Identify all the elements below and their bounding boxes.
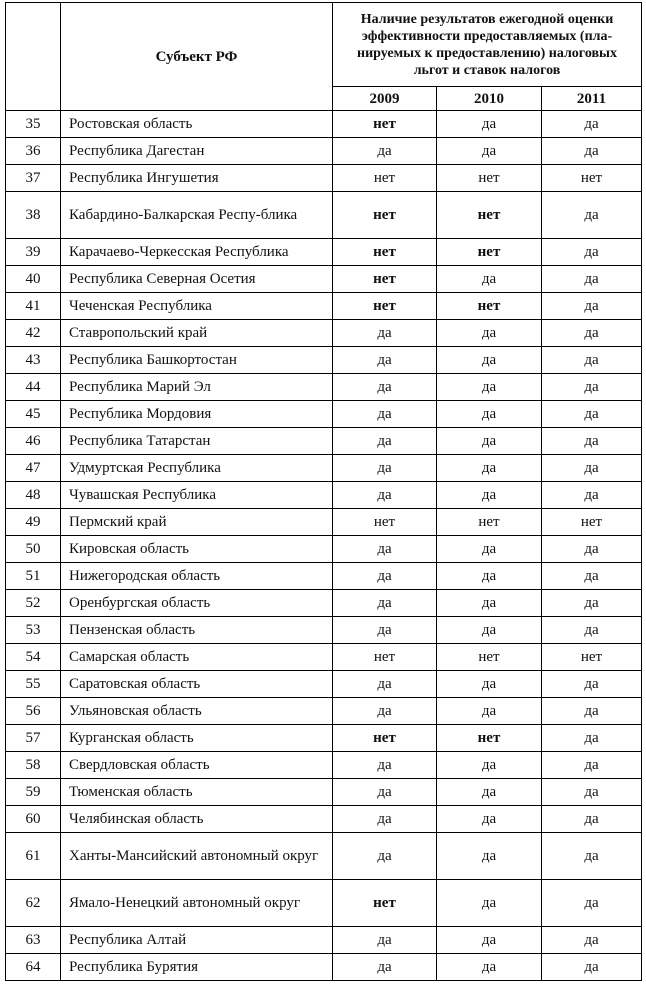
subject-name: Республика Ингушетия — [61, 165, 333, 192]
row-number: 58 — [6, 752, 61, 779]
subject-name: Республика Мордовия — [61, 401, 333, 428]
row-number: 42 — [6, 320, 61, 347]
subject-name: Чувашская Республика — [61, 482, 333, 509]
value-2011: да — [542, 455, 642, 482]
value-2009: да — [333, 455, 437, 482]
value-2010: да — [437, 455, 542, 482]
subject-name: Республика Алтай — [61, 927, 333, 954]
value-2009: нет — [333, 880, 437, 927]
subject-name: Республика Северная Осетия — [61, 266, 333, 293]
row-number: 49 — [6, 509, 61, 536]
value-2011: да — [542, 698, 642, 725]
value-2010: да — [437, 590, 542, 617]
subject-name: Ямало-Ненецкий автономный округ — [61, 880, 333, 927]
value-2011: нет — [542, 165, 642, 192]
value-2009: да — [333, 536, 437, 563]
table-row — [6, 192, 642, 239]
value-2010: нет — [437, 192, 542, 239]
subject-name: Республика Дагестан — [61, 138, 333, 165]
value-2009: нет — [333, 239, 437, 266]
row-number: 44 — [6, 374, 61, 401]
table-row — [6, 111, 642, 138]
value-2009: да — [333, 374, 437, 401]
value-2009: да — [333, 806, 437, 833]
value-2009: да — [333, 833, 437, 880]
value-2010: да — [437, 482, 542, 509]
value-2010: да — [437, 428, 542, 455]
row-number: 59 — [6, 779, 61, 806]
table-row — [6, 239, 642, 266]
value-2009: да — [333, 752, 437, 779]
value-2009: нет — [333, 509, 437, 536]
table-row — [6, 374, 642, 401]
table-row — [6, 428, 642, 455]
value-2009: нет — [333, 192, 437, 239]
row-number: 46 — [6, 428, 61, 455]
subject-name: Нижегородская область — [61, 563, 333, 590]
value-2011: да — [542, 401, 642, 428]
value-2011: да — [542, 880, 642, 927]
value-2011: да — [542, 428, 642, 455]
table-row — [6, 590, 642, 617]
row-number: 52 — [6, 590, 61, 617]
value-2009: да — [333, 671, 437, 698]
value-2010: нет — [437, 509, 542, 536]
row-number: 37 — [6, 165, 61, 192]
table-row — [6, 293, 642, 320]
table-row — [6, 455, 642, 482]
value-2009: да — [333, 617, 437, 644]
value-2011: нет — [542, 509, 642, 536]
value-2011: да — [542, 374, 642, 401]
table-row — [6, 779, 642, 806]
table-row — [6, 320, 642, 347]
subject-name: Удмуртская Республика — [61, 455, 333, 482]
row-number: 41 — [6, 293, 61, 320]
year-2011-header: 2011 — [542, 87, 642, 111]
subject-name: Тюменская область — [61, 779, 333, 806]
subject-name: Ульяновская область — [61, 698, 333, 725]
subject-name: Ставропольский край — [61, 320, 333, 347]
value-2009: нет — [333, 644, 437, 671]
value-2009: нет — [333, 165, 437, 192]
table-row — [6, 617, 642, 644]
value-2010: да — [437, 374, 542, 401]
table-body — [6, 111, 642, 981]
subject-name: Свердловская область — [61, 752, 333, 779]
row-number: 40 — [6, 266, 61, 293]
year-2009-header: 2009 — [333, 87, 437, 111]
subject-name: Курганская область — [61, 725, 333, 752]
value-2010: да — [437, 111, 542, 138]
subject-name: Ханты-Мансийский автономный округ — [61, 833, 333, 880]
value-2011: да — [542, 806, 642, 833]
subject-name: Карачаево-Черкесская Республика — [61, 239, 333, 266]
row-number: 63 — [6, 927, 61, 954]
value-2011: да — [542, 725, 642, 752]
value-2010: да — [437, 880, 542, 927]
row-number: 56 — [6, 698, 61, 725]
value-2010: нет — [437, 165, 542, 192]
subject-name: Оренбургская область — [61, 590, 333, 617]
value-2011: да — [542, 617, 642, 644]
row-number: 45 — [6, 401, 61, 428]
subject-name: Республика Марий Эл — [61, 374, 333, 401]
value-2009: да — [333, 347, 437, 374]
table-row — [6, 138, 642, 165]
row-number: 54 — [6, 644, 61, 671]
table-row — [6, 725, 642, 752]
value-2010: да — [437, 806, 542, 833]
value-2010: нет — [437, 239, 542, 266]
table-row — [6, 752, 642, 779]
value-2011: да — [542, 671, 642, 698]
assessment-column-header: Наличие результатов ежегодной оценки эффективности предоставляемых (пла-нируемых к предоставлению) налоговых льгот и ставок налогов — [333, 3, 642, 87]
value-2011: да — [542, 563, 642, 590]
table-row — [6, 833, 642, 880]
number-column-header — [6, 3, 61, 111]
table-row — [6, 927, 642, 954]
value-2009: да — [333, 428, 437, 455]
value-2011: да — [542, 482, 642, 509]
subject-name: Челябинская область — [61, 806, 333, 833]
value-2010: нет — [437, 293, 542, 320]
value-2009: да — [333, 138, 437, 165]
value-2009: да — [333, 590, 437, 617]
row-number: 53 — [6, 617, 61, 644]
value-2009: да — [333, 698, 437, 725]
value-2011: да — [542, 833, 642, 880]
row-number: 39 — [6, 239, 61, 266]
value-2011: да — [542, 266, 642, 293]
subject-name: Самарская область — [61, 644, 333, 671]
subject-name: Чеченская Республика — [61, 293, 333, 320]
value-2009: да — [333, 320, 437, 347]
row-number: 48 — [6, 482, 61, 509]
subject-name: Ростовская область — [61, 111, 333, 138]
value-2011: да — [542, 590, 642, 617]
value-2011: да — [542, 536, 642, 563]
year-2010-header: 2010 — [437, 87, 542, 111]
row-number: 61 — [6, 833, 61, 880]
table-row — [6, 806, 642, 833]
row-number: 43 — [6, 347, 61, 374]
table-row — [6, 698, 642, 725]
value-2011: да — [542, 347, 642, 374]
table-row — [6, 671, 642, 698]
value-2011: нет — [542, 644, 642, 671]
value-2010: да — [437, 266, 542, 293]
value-2010: нет — [437, 644, 542, 671]
row-number: 47 — [6, 455, 61, 482]
value-2009: нет — [333, 725, 437, 752]
value-2010: да — [437, 752, 542, 779]
value-2011: да — [542, 927, 642, 954]
subject-name: Республика Татарстан — [61, 428, 333, 455]
value-2011: да — [542, 779, 642, 806]
value-2010: да — [437, 833, 542, 880]
value-2010: да — [437, 927, 542, 954]
value-2009: нет — [333, 293, 437, 320]
table-row — [6, 563, 642, 590]
row-number: 36 — [6, 138, 61, 165]
subject-name: Пермский край — [61, 509, 333, 536]
value-2011: да — [542, 954, 642, 981]
row-number: 62 — [6, 880, 61, 927]
value-2011: да — [542, 111, 642, 138]
subject-column-header: Субъект РФ — [61, 3, 333, 111]
value-2009: да — [333, 563, 437, 590]
value-2011: да — [542, 320, 642, 347]
table-row — [6, 536, 642, 563]
value-2009: да — [333, 779, 437, 806]
value-2009: да — [333, 954, 437, 981]
subject-name: Республика Башкортостан — [61, 347, 333, 374]
value-2011: да — [542, 752, 642, 779]
value-2010: да — [437, 563, 542, 590]
table-row — [6, 347, 642, 374]
table-row — [6, 482, 642, 509]
row-number: 55 — [6, 671, 61, 698]
row-number: 64 — [6, 954, 61, 981]
subject-name: Кабардино-Балкарская Респу-блика — [61, 192, 333, 239]
value-2010: да — [437, 536, 542, 563]
value-2011: да — [542, 138, 642, 165]
value-2010: да — [437, 347, 542, 374]
value-2010: да — [437, 138, 542, 165]
subject-name: Кировская область — [61, 536, 333, 563]
value-2011: да — [542, 239, 642, 266]
value-2010: да — [437, 954, 542, 981]
subject-name: Саратовская область — [61, 671, 333, 698]
value-2011: да — [542, 293, 642, 320]
row-number: 60 — [6, 806, 61, 833]
subject-name: Республика Бурятия — [61, 954, 333, 981]
value-2010: да — [437, 779, 542, 806]
table-row — [6, 401, 642, 428]
value-2009: нет — [333, 111, 437, 138]
row-number: 35 — [6, 111, 61, 138]
table-row — [6, 954, 642, 981]
subject-name: Пензенская область — [61, 617, 333, 644]
value-2010: да — [437, 671, 542, 698]
table-row — [6, 266, 642, 293]
value-2010: да — [437, 401, 542, 428]
table-row — [6, 644, 642, 671]
table-row — [6, 165, 642, 192]
value-2009: да — [333, 927, 437, 954]
row-number: 50 — [6, 536, 61, 563]
value-2010: нет — [437, 725, 542, 752]
table-row — [6, 880, 642, 927]
value-2010: да — [437, 617, 542, 644]
value-2009: да — [333, 482, 437, 509]
value-2009: нет — [333, 266, 437, 293]
value-2010: да — [437, 698, 542, 725]
tax-benefit-assessment-table — [5, 2, 642, 981]
value-2009: да — [333, 401, 437, 428]
value-2010: да — [437, 320, 542, 347]
value-2011: да — [542, 192, 642, 239]
table-row — [6, 509, 642, 536]
row-number: 57 — [6, 725, 61, 752]
row-number: 51 — [6, 563, 61, 590]
row-number: 38 — [6, 192, 61, 239]
